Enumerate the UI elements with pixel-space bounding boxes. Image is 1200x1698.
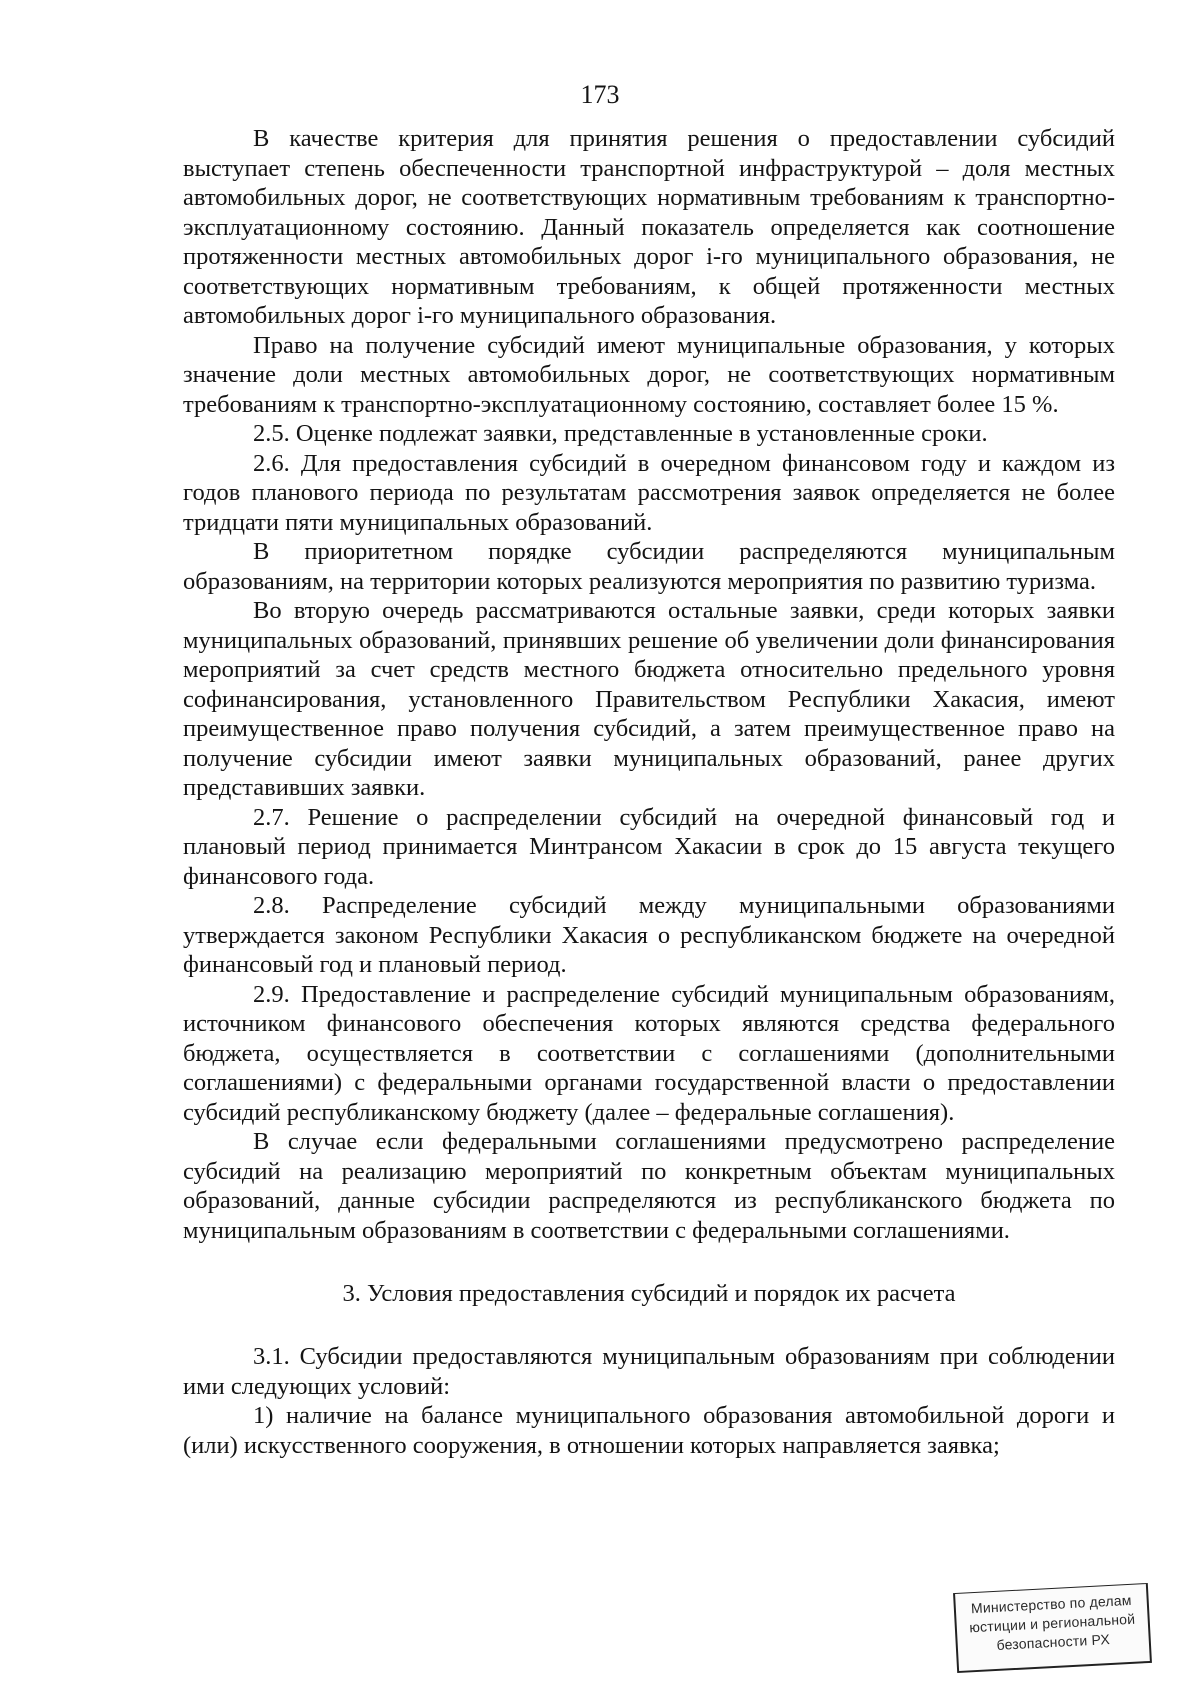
document-body [183,124,1115,1460]
stamp-line-2: юстиции и региональной [968,1610,1136,1636]
section-heading: 3. Условия предоставления субсидий и порядок их расчета [342,1280,956,1307]
paragraph-second-turn: Во вторую очередь рассматриваются остальные заявки, среди которых заявки муниципальных образований, принявших решение об увеличении доли финансирования мероприятий за счет средств местного бюджета относительно предельного уровня софинансирования, установленного Правительством Республики Хакасия, имеют преимущественное право получения субсидий, а затем преимущественное право на получение субсидии имеют заявки муниципальных образований, ранее других представивших заявки. [183,597,1115,801]
paragraph-criterion: В качестве критерия для принятия решения о предоставлении субсидий выступает степень обеспеченности транспортной инфраструктурой – доля местных автомобильных дорог, не соответствующих нормативным требованиям к транспортно-эксплуатационному состоянию. Данный показатель определяется как соотношение протяженности местных автомобильных дорог i-го муниципального образования, не соответствующих нормативным требованиям, к общей протяженности местных автомобильных дорог i-го муниципального образования. [183,125,1115,329]
paragraph-2-9: 2.9. Предоставление и распределение субсидий муниципальным образованиям, источником финансового обеспечения которых являются средства федерального бюджета, осуществляется в соответствии с соглашениями (дополнительными соглашениями) с федеральными органами государственной власти о предоставлении субсидий республиканскому бюджету (далее – федеральные соглашения). [183,980,1115,1126]
page-number: 173 [580,80,620,109]
paragraph-2-5: 2.5. Оценке подлежат заявки, представленные в установленные сроки. [253,420,988,447]
paragraph-right-to-subsidy: Право на получение субсидий имеют муниципальные образования, у которых значение доли местных автомобильных дорог, не соответствующих нормативным требованиям к транспортно-эксплуатационному состоянию, составляет более 15 %. [183,331,1115,418]
paragraph-2-7: 2.7. Решение о распределении субсидий на очередной финансовый год и плановый период принимается Минтрансом Хакасии в срок до 15 августа текущего финансового года. [183,803,1115,890]
paragraph-federal-agreements: В случае если федеральными соглашениями предусмотрено распределение субсидий на реализацию мероприятий по конкретным объектам муниципальных образований, данные субсидии распределяются из республиканского бюджета по муниципальным образованиям в соответствии с федеральными соглашениями. [183,1128,1115,1244]
paragraph-2-6: 2.6. Для предоставления субсидий в очередном финансовом году и каждом из годов планового периода по результатам рассмотрения заявок определяется не более тридцати пяти муниципальных образований. [183,449,1115,536]
paragraph-condition-1: 1) наличие на балансе муниципального образования автомобильной дороги и (или) искусственного сооружения, в отношении которых направляется заявка; [183,1402,1115,1459]
paragraph-2-8: 2.8. Распределение субсидий между муниципальными образованиями утверждается законом Республики Хакасия о республиканском бюджете на очередной финансовый год и плановый период. [183,892,1115,978]
stamp-line-3: безопасности РХ [996,1631,1111,1653]
paragraph-priority: В приоритетном порядке субсидии распределяются муниципальным образованиям, на территории которых реализуются мероприятия по развитию туризма. [183,538,1115,595]
ministry-stamp [953,1583,1152,1673]
stamp-line-1: Министерство по делам [970,1591,1132,1617]
paragraph-3-1: 3.1. Субсидии предоставляются муниципальным образованиям при соблюдении ими следующих условий: [183,1343,1115,1400]
